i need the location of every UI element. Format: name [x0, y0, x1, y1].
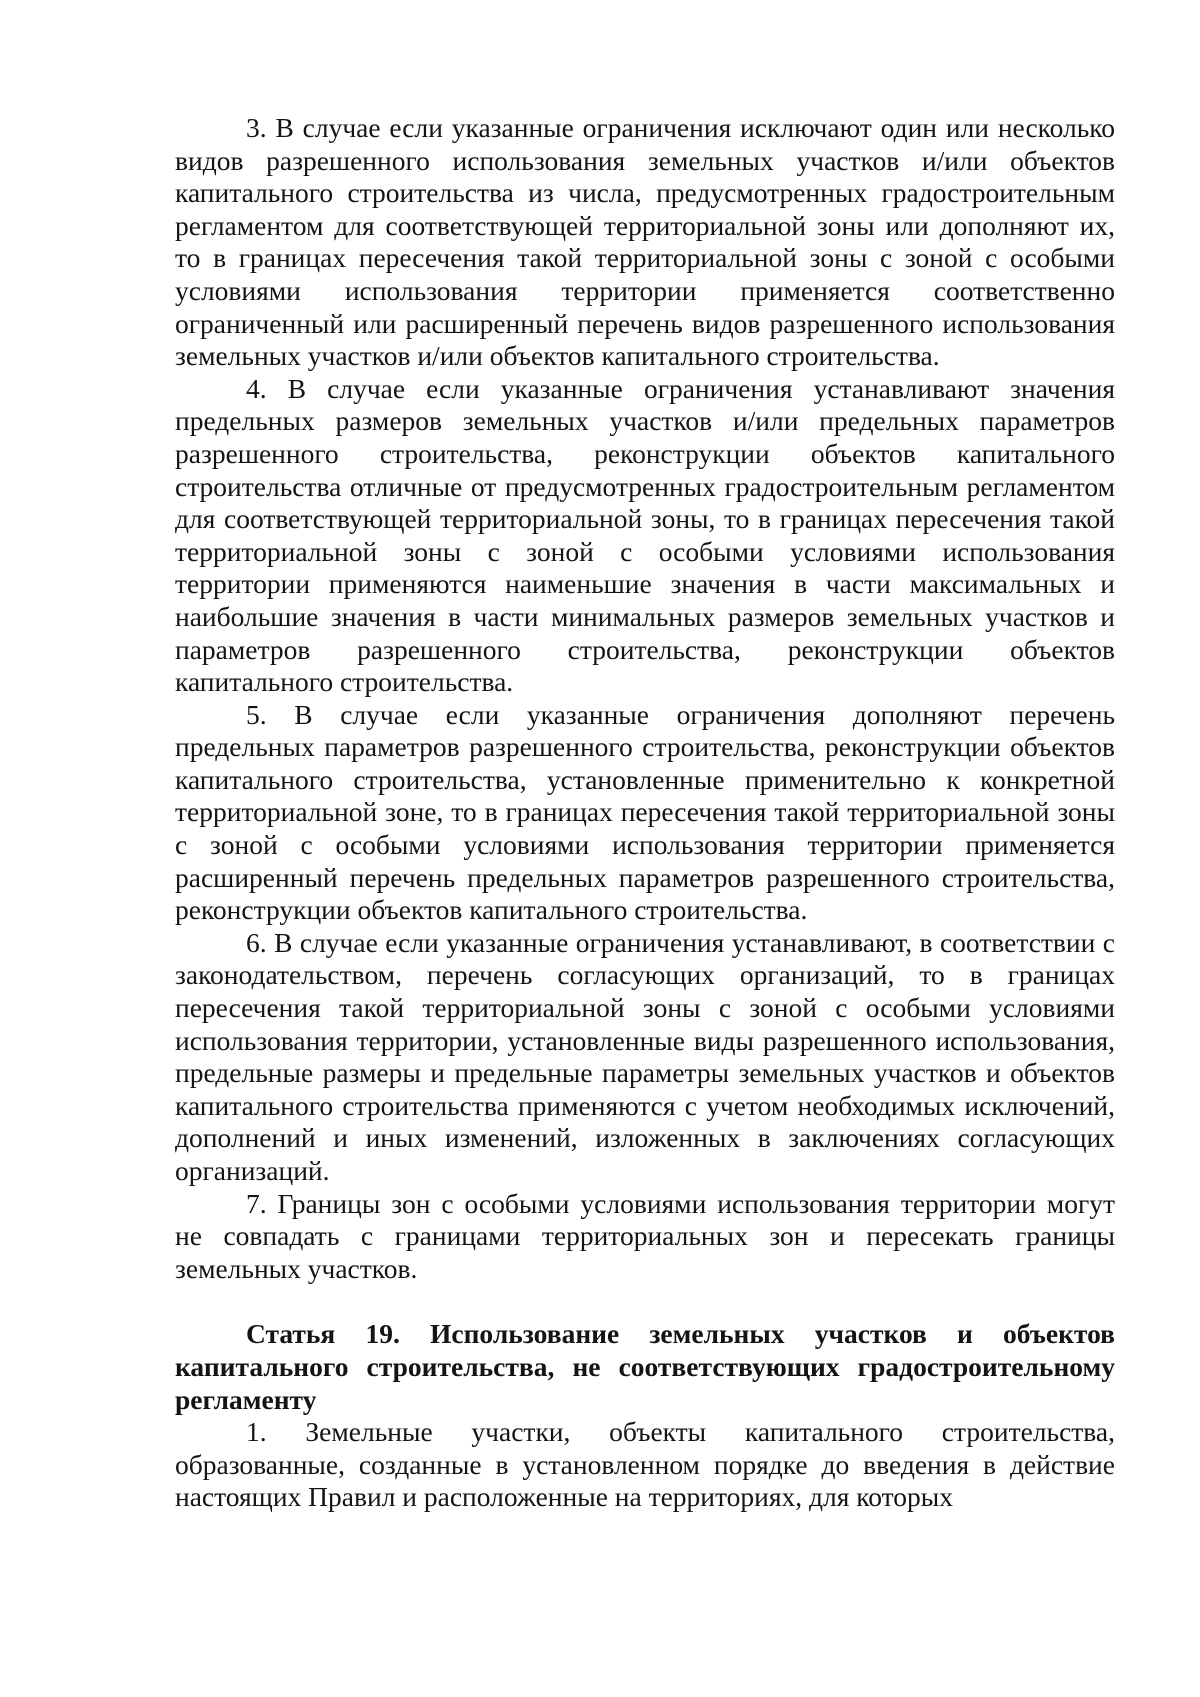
paragraph-3: 3. В случае если указанные ограничения исключают один или несколько видов разрешенного использования земельных участков и/или объектов капитального строительства из числа, предусмотренных градостроительным регламентом для соответствующей территориальной зоны или дополняют их, то в границах пересечения такой территориальной зоны с зоной с особыми условиями использования территории применяется соответственно ограниченный или расширенный перечень видов разрешенного использования земельных участков и/или объектов капитального строительства.: [175, 112, 1115, 372]
article-19-paragraph-1: 1. Земельные участки, объекты капитального строительства, образованные, созданные в установленном порядке до введения в действие настоящих Правил и расположенные на территориях, для которых: [175, 1416, 1115, 1513]
paragraph-4: 4. В случае если указанные ограничения устанавливают значения предельных размеров земельных участков и/или предельных параметров разрешенного строительства, реконструкции объектов капитального строительства отличные от предусмотренных градостроительным регламентом для соответствующей территориальной зоны, то в границах пересечения такой территориальной зоны с зоной с особыми условиями использования территории применяются наименьшие значения в части максимальных и наибольшие значения в части минимальных размеров земельных участков и параметров разрешенного строительства, реконструкции объектов капитального строительства.: [175, 372, 1115, 698]
paragraph-5: 5. В случае если указанные ограничения дополняют перечень предельных параметров разрешенного строительства, реконструкции объектов капитального строительства, установленные применительно к конкретной территориальной зоне, то в границах пересечения такой территориальной зоны с зоной с особыми условиями использования территории применяется расширенный перечень предельных параметров разрешенного строительства, реконструкции объектов капитального строительства.: [175, 698, 1115, 926]
article-19-heading: Статья 19. Использование земельных участков и объектов капитального строительства, не соответствующих градостроительному регламенту: [175, 1318, 1115, 1415]
paragraph-6: 6. В случае если указанные ограничения устанавливают, в соответствии с законодательством, перечень согласующих организаций, то в границах пересечения такой территориальной зоны с зоной с особыми условиями использования территории, установленные виды разрешенного использования, предельные размеры и предельные параметры земельных участков и объектов капитального строительства применяются с учетом необходимых исключений, дополнений и иных изменений, изложенных в заключениях согласующих организаций.: [175, 926, 1115, 1186]
document-page: [175, 112, 1115, 1514]
paragraph-7: 7. Границы зон с особыми условиями использования территории могут не совпадать с границами территориальных зон и пересекать границы земельных участков.: [175, 1187, 1115, 1284]
